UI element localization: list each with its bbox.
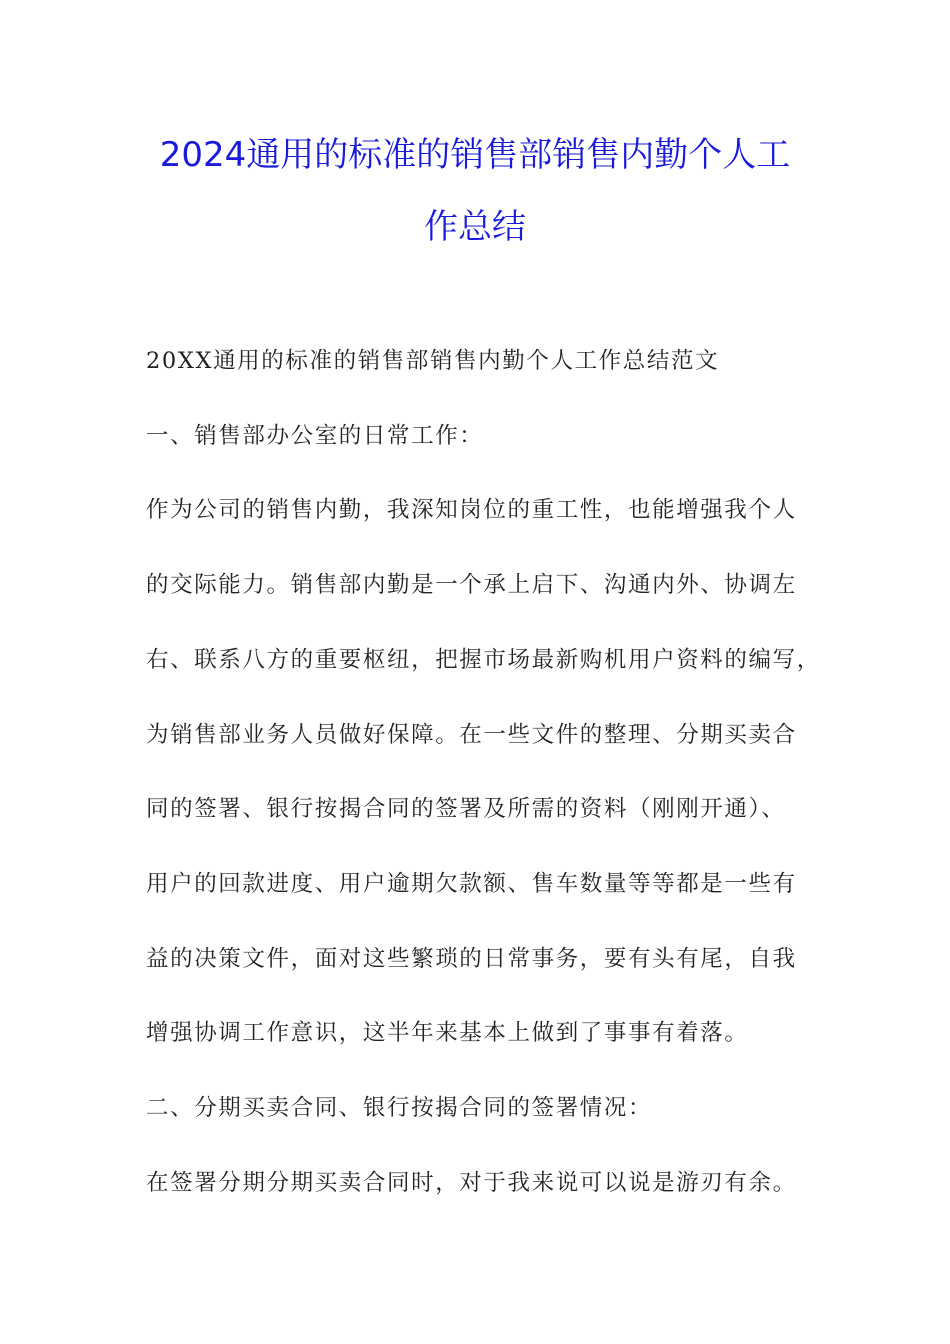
body-line-1: 20XX通用的标准的销售部销售内勤个人工作总结范文 <box>146 348 720 374</box>
body-line-4: 的交际能力。销售部内勤是一个承上启下、沟通内外、协调左 <box>146 572 797 598</box>
body-line-10: 增强协调工作意识，这半年来基本上做到了事事有着落。 <box>146 1020 749 1046</box>
document-title-line-2: 作总结 <box>424 207 526 247</box>
body-line-5: 右、联系八方的重要枢纽，把握市场最新购机用户资料的编写， <box>146 647 821 673</box>
body-line-11: 二、分期买卖合同、银行按揭合同的签署情况： <box>146 1095 653 1121</box>
body-line-12: 在签署分期分期买卖合同时，对于我来说可以说是游刃有余。 <box>146 1170 797 1196</box>
body-line-6: 为销售部业务人员做好保障。在一些文件的整理、分期买卖合 <box>146 722 797 748</box>
body-line-3: 作为公司的销售内勤，我深知岗位的重工性，也能增强我个人 <box>146 497 797 523</box>
body-line-2: 一、销售部办公室的日常工作： <box>146 423 484 449</box>
document-title-line-1: 2024通用的标准的销售部销售内勤个人工 <box>159 135 791 175</box>
body-line-9: 益的决策文件，面对这些繁琐的日常事务，要有头有尾，自我 <box>146 946 797 972</box>
body-line-7: 同的签署、银行按揭合同的签署及所需的资料（刚刚开通）、 <box>146 796 786 822</box>
body-line-8: 用户的回款进度、用户逾期欠款额、售车数量等等都是一些有 <box>146 871 797 897</box>
